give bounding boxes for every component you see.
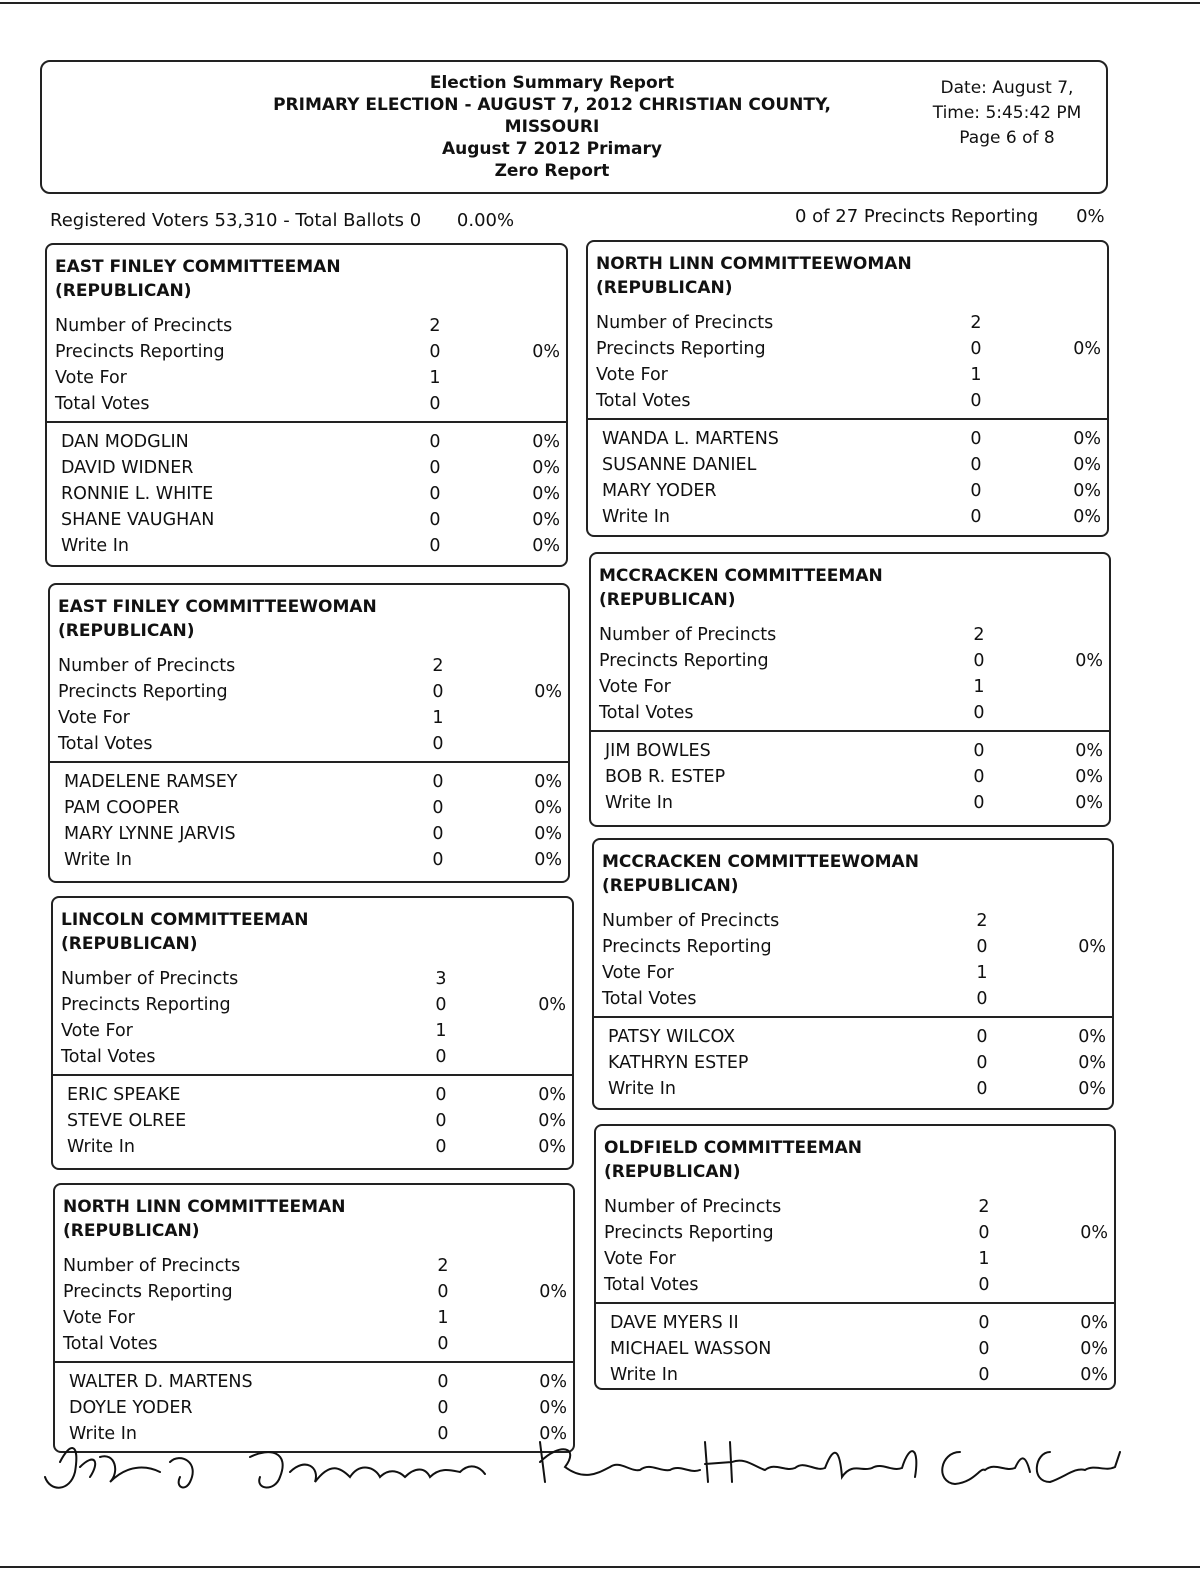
race-divider <box>591 730 1109 732</box>
stat-value: 1 <box>437 1308 449 1328</box>
report-header-center <box>232 72 872 182</box>
race-office: EAST FINLEY COMMITTEEWOMAN <box>58 597 377 617</box>
candidate-percent: 0% <box>532 432 560 452</box>
candidate-name: PATSY WILCOX <box>608 1027 736 1047</box>
signature-1 <box>45 1448 193 1488</box>
candidate-percent: 0% <box>534 850 562 870</box>
stat-label: Vote For <box>63 1308 135 1328</box>
stat-label: Vote For <box>58 708 130 728</box>
report-meta <box>912 76 1102 151</box>
candidate-name: Write In <box>608 1079 677 1099</box>
stat-value: 0 <box>973 651 985 671</box>
race-divider <box>588 418 1107 420</box>
candidate-percent: 0% <box>534 824 562 844</box>
race-title <box>602 850 1112 898</box>
stat-label: Vote For <box>61 1021 133 1041</box>
stat-percent: 0% <box>539 1282 567 1302</box>
scan-top-edge <box>0 2 1200 4</box>
candidate-row <box>594 1024 1112 1050</box>
candidate-list <box>594 1024 1112 1102</box>
candidate-votes: 0 <box>970 429 982 449</box>
stat-label: Vote For <box>599 677 671 697</box>
candidate-votes: 0 <box>432 798 444 818</box>
candidate-percent: 0% <box>538 1111 566 1131</box>
candidate-name: WALTER D. MARTENS <box>69 1372 253 1392</box>
number-of-precincts-row <box>55 1253 573 1279</box>
stat-label: Total Votes <box>61 1047 156 1067</box>
stat-value: 0 <box>429 342 441 362</box>
vote-for-row <box>594 960 1112 986</box>
candidate-name: STEVE OLREE <box>67 1111 187 1131</box>
race-box <box>48 583 570 883</box>
candidate-name: MARY YODER <box>602 481 717 501</box>
precincts-reporting-text: 0 of 27 Precincts Reporting <box>795 206 1039 227</box>
candidate-percent: 0% <box>1073 429 1101 449</box>
candidate-percent: 0% <box>534 772 562 792</box>
report-title: Election Summary Report <box>429 73 675 93</box>
candidate-votes: 0 <box>432 772 444 792</box>
stat-label: Number of Precincts <box>61 969 239 989</box>
stat-value: 2 <box>978 1197 990 1217</box>
candidate-list <box>50 769 568 873</box>
stat-value: 0 <box>976 989 988 1009</box>
candidate-name: Write In <box>61 536 130 556</box>
candidate-percent: 0% <box>1073 455 1101 475</box>
candidate-row <box>591 764 1109 790</box>
race-party: (REPUBLICAN) <box>602 876 739 896</box>
race-divider <box>53 1074 572 1076</box>
candidate-percent: 0% <box>1080 1365 1108 1385</box>
total-votes-row <box>53 1044 572 1070</box>
precincts-reporting-row <box>596 1220 1114 1246</box>
candidate-percent: 0% <box>1078 1027 1106 1047</box>
candidate-votes: 0 <box>978 1365 990 1385</box>
stat-label: Total Votes <box>596 391 691 411</box>
race-stats <box>50 653 568 757</box>
candidate-votes: 0 <box>437 1372 449 1392</box>
precincts-reporting-pct: 0% <box>1076 206 1105 227</box>
candidate-row <box>596 1362 1114 1388</box>
candidate-votes: 0 <box>970 507 982 527</box>
vote-for-row <box>55 1305 573 1331</box>
number-of-precincts-row <box>596 1194 1114 1220</box>
candidate-row <box>591 738 1109 764</box>
race-party: (REPUBLICAN) <box>61 934 198 954</box>
number-of-precincts-row <box>47 313 566 339</box>
stat-value: 0 <box>978 1223 990 1243</box>
race-stats <box>594 908 1112 1012</box>
stat-percent: 0% <box>1073 339 1101 359</box>
candidate-row <box>53 1108 572 1134</box>
candidate-percent: 0% <box>532 484 560 504</box>
stat-label: Number of Precincts <box>599 625 777 645</box>
candidate-name: PAM COOPER <box>64 798 180 818</box>
candidate-row <box>588 426 1107 452</box>
vote-for-row <box>591 674 1109 700</box>
race-stats <box>588 310 1107 414</box>
precincts-reporting-row <box>53 992 572 1018</box>
stat-label: Precincts Reporting <box>599 651 769 671</box>
election-state: MISSOURI <box>504 117 600 137</box>
candidate-row <box>50 847 568 873</box>
candidate-name: DAN MODGLIN <box>61 432 189 452</box>
total-votes-row <box>50 731 568 757</box>
candidate-votes: 0 <box>432 850 444 870</box>
number-of-precincts-row <box>53 966 572 992</box>
stat-label: Total Votes <box>599 703 694 723</box>
candidate-votes: 0 <box>429 536 441 556</box>
candidate-name: Write In <box>67 1137 136 1157</box>
candidate-name: Write In <box>64 850 133 870</box>
vote-for-row <box>596 1246 1114 1272</box>
stat-value: 1 <box>973 677 985 697</box>
signatures <box>40 1422 1140 1512</box>
stat-percent: 0% <box>534 682 562 702</box>
candidate-votes: 0 <box>429 458 441 478</box>
stat-value: 0 <box>970 339 982 359</box>
race-stats <box>591 622 1109 726</box>
race-office: NORTH LINN COMMITTEEMAN <box>63 1197 346 1217</box>
candidate-percent: 0% <box>1075 767 1103 787</box>
candidate-percent: 0% <box>1075 741 1103 761</box>
stat-label: Number of Precincts <box>55 316 233 336</box>
precincts-reporting-row <box>55 1279 573 1305</box>
page-number: Page 6 of 8 <box>959 128 1055 148</box>
candidate-name: ERIC SPEAKE <box>67 1085 181 1105</box>
candidate-row <box>47 507 566 533</box>
candidate-name: Write In <box>610 1365 679 1385</box>
race-party: (REPUBLICAN) <box>63 1221 200 1241</box>
stat-label: Precincts Reporting <box>55 342 225 362</box>
race-box <box>53 1183 575 1453</box>
stat-value: 0 <box>437 1334 449 1354</box>
race-box <box>589 552 1111 827</box>
candidate-name: SUSANNE DANIEL <box>602 455 757 475</box>
candidate-votes: 0 <box>435 1085 447 1105</box>
candidate-row <box>588 504 1107 530</box>
candidate-name: SHANE VAUGHAN <box>61 510 215 530</box>
stat-percent: 0% <box>1075 651 1103 671</box>
candidate-votes: 0 <box>429 484 441 504</box>
candidate-name: WANDA L. MARTENS <box>602 429 779 449</box>
race-party: (REPUBLICAN) <box>604 1162 741 1182</box>
stat-label: Precincts Reporting <box>596 339 766 359</box>
race-title <box>63 1195 573 1243</box>
stat-label: Total Votes <box>55 394 150 414</box>
candidate-votes: 0 <box>973 793 985 813</box>
candidate-name: DAVID WIDNER <box>61 458 194 478</box>
stat-label: Number of Precincts <box>58 656 236 676</box>
candidate-percent: 0% <box>534 798 562 818</box>
stat-label: Total Votes <box>63 1334 158 1354</box>
candidate-percent: 0% <box>1080 1313 1108 1333</box>
race-title <box>596 252 1107 300</box>
race-party: (REPUBLICAN) <box>599 590 736 610</box>
candidate-votes: 0 <box>970 481 982 501</box>
stat-label: Vote For <box>596 365 668 385</box>
stat-value: 1 <box>970 365 982 385</box>
stat-label: Vote For <box>604 1249 676 1269</box>
report-date: Date: August 7, <box>940 78 1074 98</box>
candidate-percent: 0% <box>532 458 560 478</box>
signature-2 <box>250 1452 485 1487</box>
stat-value: 3 <box>435 969 447 989</box>
race-box <box>592 838 1114 1110</box>
candidate-list <box>588 426 1107 530</box>
candidate-percent: 0% <box>538 1085 566 1105</box>
stat-value: 2 <box>973 625 985 645</box>
candidate-row <box>588 478 1107 504</box>
race-office: NORTH LINN COMMITTEEWOMAN <box>596 254 912 274</box>
candidate-votes: 0 <box>978 1313 990 1333</box>
candidate-list <box>591 738 1109 816</box>
candidate-name: Write In <box>69 1424 138 1444</box>
candidate-percent: 0% <box>1080 1339 1108 1359</box>
stat-value: 0 <box>429 394 441 414</box>
candidate-percent: 0% <box>1073 481 1101 501</box>
registered-voters-text: Registered Voters 53,310 - Total Ballots 0 <box>50 210 422 231</box>
stat-label: Total Votes <box>58 734 153 754</box>
candidate-row <box>50 769 568 795</box>
stat-label: Number of Precincts <box>596 313 774 333</box>
candidate-row <box>594 1076 1112 1102</box>
candidate-name: DOYLE YODER <box>69 1398 193 1418</box>
stat-value: 0 <box>970 391 982 411</box>
total-votes-row <box>55 1331 573 1357</box>
stat-value: 1 <box>976 963 988 983</box>
candidate-row <box>55 1395 573 1421</box>
candidate-votes: 0 <box>432 824 444 844</box>
candidate-row <box>47 429 566 455</box>
stat-label: Number of Precincts <box>604 1197 782 1217</box>
vote-for-row <box>53 1018 572 1044</box>
race-stats <box>55 1253 573 1357</box>
report-time: Time: 5:45:42 PM <box>932 103 1082 123</box>
race-office: LINCOLN COMMITTEEMAN <box>61 910 309 930</box>
vote-for-row <box>47 365 566 391</box>
total-votes-row <box>596 1272 1114 1298</box>
candidate-row <box>594 1050 1112 1076</box>
candidate-percent: 0% <box>539 1372 567 1392</box>
race-office: MCCRACKEN COMMITTEEMAN <box>599 566 883 586</box>
candidate-row <box>596 1310 1114 1336</box>
race-stats <box>47 313 566 417</box>
race-stats <box>596 1194 1114 1298</box>
candidate-percent: 0% <box>532 510 560 530</box>
stat-value: 0 <box>976 937 988 957</box>
candidate-votes: 0 <box>976 1027 988 1047</box>
stat-label: Number of Precincts <box>63 1256 241 1276</box>
candidate-name: MICHAEL WASSON <box>610 1339 772 1359</box>
race-office: OLDFIELD COMMITTEEMAN <box>604 1138 863 1158</box>
race-box <box>51 896 574 1170</box>
race-title <box>599 564 1109 612</box>
report-type: Zero Report <box>494 161 610 181</box>
race-title <box>61 908 572 956</box>
registered-voters-pct: 0.00% <box>456 210 515 231</box>
candidate-row <box>53 1082 572 1108</box>
number-of-precincts-row <box>588 310 1107 336</box>
race-title <box>58 595 568 643</box>
number-of-precincts-row <box>50 653 568 679</box>
stat-value: 0 <box>435 995 447 1015</box>
signature-4 <box>942 1452 1120 1484</box>
signature-3 <box>540 1442 916 1482</box>
candidate-name: DAVE MYERS II <box>610 1313 739 1333</box>
candidate-votes: 0 <box>973 741 985 761</box>
race-box <box>594 1124 1116 1390</box>
candidate-row <box>588 452 1107 478</box>
precincts-reporting-row <box>591 648 1109 674</box>
race-title <box>55 255 566 303</box>
candidate-votes: 0 <box>976 1053 988 1073</box>
stat-value: 0 <box>432 734 444 754</box>
precincts-reporting-row <box>594 934 1112 960</box>
candidate-percent: 0% <box>1073 507 1101 527</box>
number-of-precincts-row <box>594 908 1112 934</box>
candidate-row <box>53 1134 572 1160</box>
candidate-name: RONNIE L. WHITE <box>61 484 214 504</box>
candidate-percent: 0% <box>532 536 560 556</box>
candidate-row <box>596 1336 1114 1362</box>
candidate-votes: 0 <box>437 1424 449 1444</box>
candidate-row <box>50 821 568 847</box>
race-party: (REPUBLICAN) <box>58 621 195 641</box>
candidate-row <box>50 795 568 821</box>
candidate-percent: 0% <box>1075 793 1103 813</box>
report-header <box>40 60 1108 194</box>
stat-value: 2 <box>429 316 441 336</box>
stat-label: Precincts Reporting <box>602 937 772 957</box>
scan-bottom-edge <box>0 1566 1200 1568</box>
stat-value: 1 <box>432 708 444 728</box>
candidate-name: BOB R. ESTEP <box>605 767 726 787</box>
stat-value: 2 <box>432 656 444 676</box>
candidate-votes: 0 <box>429 432 441 452</box>
stat-value: 1 <box>435 1021 447 1041</box>
total-votes-row <box>591 700 1109 726</box>
stat-value: 2 <box>437 1256 449 1276</box>
candidate-percent: 0% <box>539 1424 567 1444</box>
stat-value: 0 <box>435 1047 447 1067</box>
total-votes-row <box>47 391 566 417</box>
stat-value: 0 <box>432 682 444 702</box>
candidate-percent: 0% <box>538 1137 566 1157</box>
vote-for-row <box>50 705 568 731</box>
stat-percent: 0% <box>532 342 560 362</box>
candidate-row <box>47 533 566 559</box>
stat-value: 0 <box>978 1275 990 1295</box>
number-of-precincts-row <box>591 622 1109 648</box>
stat-value: 2 <box>970 313 982 333</box>
candidate-votes: 0 <box>437 1398 449 1418</box>
candidate-percent: 0% <box>1078 1079 1106 1099</box>
stat-label: Precincts Reporting <box>604 1223 774 1243</box>
stat-value: 1 <box>429 368 441 388</box>
stat-label: Number of Precincts <box>602 911 780 931</box>
precincts-reporting-row <box>47 339 566 365</box>
race-divider <box>594 1016 1112 1018</box>
race-party: (REPUBLICAN) <box>55 281 192 301</box>
candidate-name: Write In <box>602 507 671 527</box>
stat-label: Total Votes <box>602 989 697 1009</box>
stat-value: 1 <box>978 1249 990 1269</box>
race-divider <box>50 761 568 763</box>
candidate-votes: 0 <box>978 1339 990 1359</box>
registered-voters <box>50 210 514 231</box>
total-votes-row <box>594 986 1112 1012</box>
candidate-votes: 0 <box>435 1111 447 1131</box>
stat-label: Vote For <box>602 963 674 983</box>
election-subtitle: August 7 2012 Primary <box>442 139 662 159</box>
race-box <box>45 243 568 567</box>
candidate-list <box>53 1082 572 1160</box>
vote-for-row <box>588 362 1107 388</box>
stat-label: Precincts Reporting <box>63 1282 233 1302</box>
precincts-reporting-row <box>588 336 1107 362</box>
stat-percent: 0% <box>1078 937 1106 957</box>
stat-label: Total Votes <box>604 1275 699 1295</box>
race-divider <box>55 1361 573 1363</box>
stat-label: Vote For <box>55 368 127 388</box>
candidate-name: MADELENE RAMSEY <box>64 772 238 792</box>
candidate-row <box>55 1369 573 1395</box>
precincts-reporting-summary <box>795 206 1105 227</box>
stat-value: 2 <box>976 911 988 931</box>
candidate-name: Write In <box>605 793 674 813</box>
race-office: EAST FINLEY COMMITTEEMAN <box>55 257 341 277</box>
total-votes-row <box>588 388 1107 414</box>
race-party: (REPUBLICAN) <box>596 278 733 298</box>
precincts-reporting-row <box>50 679 568 705</box>
stat-percent: 0% <box>1080 1223 1108 1243</box>
candidate-votes: 0 <box>970 455 982 475</box>
candidate-row <box>47 481 566 507</box>
candidate-name: MARY LYNNE JARVIS <box>64 824 236 844</box>
stat-label: Precincts Reporting <box>61 995 231 1015</box>
candidate-row <box>47 455 566 481</box>
candidate-list <box>596 1310 1114 1388</box>
election-name: PRIMARY ELECTION - AUGUST 7, 2012 CHRISTIAN COUNTY, <box>273 95 831 115</box>
candidate-votes: 0 <box>973 767 985 787</box>
race-divider <box>47 421 566 423</box>
candidate-list <box>47 429 566 559</box>
candidate-row <box>591 790 1109 816</box>
candidate-name: KATHRYN ESTEP <box>608 1053 749 1073</box>
race-box <box>586 240 1109 537</box>
race-office: MCCRACKEN COMMITTEEWOMAN <box>602 852 919 872</box>
candidate-votes: 0 <box>429 510 441 530</box>
candidate-percent: 0% <box>1078 1053 1106 1073</box>
candidate-percent: 0% <box>539 1398 567 1418</box>
stat-value: 0 <box>973 703 985 723</box>
candidate-name: JIM BOWLES <box>605 741 711 761</box>
stat-label: Precincts Reporting <box>58 682 228 702</box>
stat-percent: 0% <box>538 995 566 1015</box>
race-stats <box>53 966 572 1070</box>
race-divider <box>596 1302 1114 1304</box>
stat-value: 0 <box>437 1282 449 1302</box>
candidate-votes: 0 <box>976 1079 988 1099</box>
candidate-votes: 0 <box>435 1137 447 1157</box>
race-title <box>604 1136 1114 1184</box>
